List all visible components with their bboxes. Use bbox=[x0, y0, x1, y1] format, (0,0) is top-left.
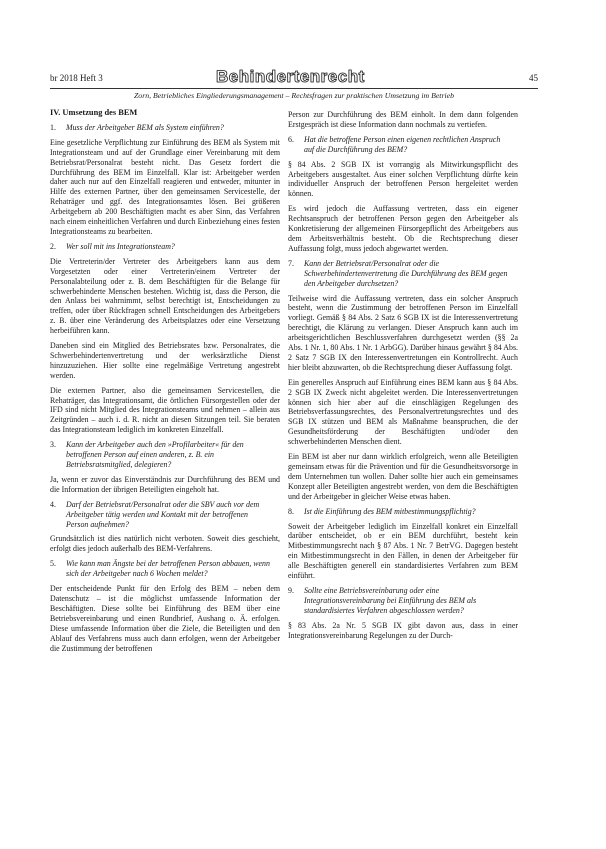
right-column bbox=[288, 110, 518, 646]
question-heading bbox=[50, 242, 280, 252]
paragraph: § 84 Abs. 2 SGB IX ist vorrangig als Mitwirkungspflicht des Arbeitgebers ausgestaltet. Aus einer solchen Verpflichtung dürfte kein individueller Anspruch der betroffenen Person hergeleitet werden können. bbox=[288, 159, 518, 199]
question-text: Ist die Einführung des BEM mitbestimmungspflichtig? bbox=[304, 506, 476, 516]
article-running-title: Zorn, Betriebliches Eingliederungsmanagement – Rechtsfragen zur praktischen Umsetzung im Betrieb bbox=[133, 91, 455, 100]
question-text: Muss der Arbeitgeber BEM als System einführen? bbox=[66, 122, 224, 132]
question-number: 2. bbox=[50, 241, 56, 251]
paragraph: Es wird jedoch die Auffassung vertreten, dass ein eigener Rechtsanspruch der betroffenen Person gegen den Arbeitgeber als Konkretisierung der allgemeinen Fürsorgepflicht des Arbeitgebers aus dem Arbeitsverhältnis besteht. Ob die Rechtsprechung dieser Auffassung folgt, muss jedoch abgewartet werden. bbox=[288, 204, 518, 253]
section-heading: IV. Umsetzung des BEM bbox=[50, 108, 138, 117]
paragraph: Die Vertreterin/der Vertreter des Arbeitgebers kann aus dem Vorgesetzten oder einer Vertreterin/einem Vertreter der Personalabteilung oder z. B. dem Beschäftigten für die Belange für schwerbehinderte Menschen bestehen. Wichtig ist, dass die Person, die den Anlass bei wahrnimmt, selbst berechtigt ist, Entscheidungen zu treffen, oder über Rückfragen schnell Entscheidungen des Arbeitgebers z. B. über eine Veränderung des Arbeitsplatzes oder eine Versetzung herbeiführen kann. bbox=[50, 256, 280, 336]
paragraph: Ein BEM ist aber nur dann wirklich erfolgreich, wenn alle Beteiligten gemeinsam etwas für die Prävention und für die Gesundheitsvorsorge in dem Unternehmen tun wollen. Daher sollte hier auch ein gemeinsames Konzept aller Beteiligten angestrebt werden, von dem die Beschäftigten und der Arbeitgeber in gleicher Weise etwas haben. bbox=[288, 452, 518, 501]
question-number: 9. bbox=[288, 585, 294, 595]
question-heading bbox=[288, 259, 518, 289]
question-number: 3. bbox=[50, 440, 56, 450]
question-text: Hat die betroffene Person einen eigenen rechtlichen Anspruch auf die Durchführung des BEM? bbox=[304, 134, 501, 154]
question-number: 7. bbox=[288, 258, 294, 268]
paragraph: Ein generelles Anspruch auf Einführung eines BEM kann aus § 84 Abs. 2 SGB IX Zweck nicht abgeleitet werden. Die Interessenvertretungen können sich hier aber auf die einschlägigen Regelungen des Betriebsverfassungsrechtes, des Personalvertretungsrechtes und des SGB IX stützen und BEM als Maßnahme beanspruchen, die der Gesundheitsförderung der Beschäftigten und/oder den schwerbehinderten Menschen dient. bbox=[288, 377, 518, 447]
question-heading bbox=[288, 586, 518, 616]
question-text: Sollte eine Betriebsvereinbarung oder eine Integrationsvereinbarung bei Einführung des BEM als standardisiertes Verfahren abgeschlossen werden? bbox=[304, 585, 477, 615]
question-heading bbox=[288, 135, 518, 155]
left-column bbox=[50, 108, 280, 658]
issue-label: br 2018 Heft 3 bbox=[50, 73, 103, 83]
paragraph: Daneben sind ein Mitglied des Betriebsrates bzw. Personalrates, die Schwerbehindertenvertretung und der werksärztliche Dienst hinzuzuziehen. Hier sollte eine regelmäßige Vertretung angestrebt werden. bbox=[50, 341, 280, 380]
paragraph: Der entscheidende Punkt für den Erfolg des BEM – neben dem Datenschutz – ist die möglichst umfassende Information der Beschäftigten. Diese sollte bei Einführung des BEM über eine Betriebsvereinbarung und einen Rundbrief, Aushang o. Ä. erfolgen. Diese umfassende Information über die Ziele, die Beteiligten und den Ablauf des Verfahrens muss auch dann erfolgen, wenn der Arbeitgeber die Zustimmung der betroffenen bbox=[50, 584, 280, 653]
question-number: 8. bbox=[288, 506, 294, 516]
question-text: Kann der Betriebsrat/Personalrat oder die Schwerbehindertenvertretung die Durchführung des BEM gegen den Arbeitgeber durchsetzen? bbox=[304, 258, 508, 288]
page-number: 45 bbox=[529, 73, 538, 83]
question-number: 6. bbox=[288, 134, 294, 144]
journal-title: Behindertenrecht bbox=[216, 67, 365, 86]
question-text: Kann der Arbeitgeber auch den »Profilarbeiter« für den betroffenen Person auf einen anderen, z. B. ein Betriebsratsmitglied, delegieren? bbox=[66, 440, 244, 469]
question-heading bbox=[50, 559, 280, 579]
paragraph: § 83 Abs. 2a Nr. 5 SGB IX gibt davon aus, dass in einer Integrationsvereinbarung Regelungen zu der Durch- bbox=[288, 620, 518, 640]
question-number: 4. bbox=[50, 499, 56, 509]
question-heading bbox=[288, 507, 518, 517]
paragraph: Grundsätzlich ist dies natürlich nicht verboten. Soweit dies geschieht, erfolgt dies jedoch außerhalb des BEM-Verfahrens. bbox=[50, 534, 280, 554]
question-text: Darf der Betriebsrat/Personalrat oder die SBV auch vor dem Arbeitgeber tätig werden und Kontakt mit der betroffenen Person aufnehmen? bbox=[66, 499, 260, 529]
paragraph: Person zur Durchführung des BEM einholt. In dem dann folgenden Erstgespräch ist diese Information dann nochmals zu vertiefen. bbox=[288, 110, 518, 129]
question-text: Wie kann man Ängste bei der betroffenen Person abbauen, wenn sich der Arbeitgeber nach 6 Wochen meldet? bbox=[66, 559, 270, 579]
paragraph: Teilweise wird die Auffassung vertreten, dass ein solcher Anspruch besteht, wenn die Zustimmung der betroffenen Person im Einzelfall vorliegt. Gemäß § 84 Abs. 2 Satz 6 SGB IX ist die Interessenvertretung berechtigt, die Klärung zu verlangen. Dieser Anspruch kann auch im arbeitsgerichtlichen Beschlussverfahren durchgesetzt werden (§§ 2a Abs. 1 Nr. 1, 80 Abs. 1 Nr. 1 ArbGG). Darüber hinaus gewährt § 84 Abs. 2 Satz 7 SGB IX den Interessenvertretungen ein Kontrollrecht. Auch hier bleibt abzuwarten, ob die Rechtsprechung dieser Auffassung folgt. bbox=[288, 293, 518, 372]
question-number: 1. bbox=[50, 122, 56, 132]
paragraph: Ja, wenn er zuvor das Einverständnis zur Durchführung des BEM und die Information der übrigen Beteiligten eingeholt hat. bbox=[50, 474, 280, 494]
paragraph: Die externen Partner, also die gemeinsamen Servicestellen, die Rehaträger, das Integrationsamt, die örtlichen Fürsorgestellen oder der IFD sind nicht Mitglied des Integrationsteams und nehmen – allein aus Zeitgründen – auch i. d. R. nicht an diesen Sitzungen teil. Sie beraten das Integrationsteam lediglich im konkreten Einzelfall. bbox=[50, 385, 280, 435]
running-header bbox=[50, 68, 538, 89]
question-text: Wer soll mit ins Integrationsteam? bbox=[66, 241, 175, 251]
question-heading bbox=[50, 500, 280, 530]
question-number: 5. bbox=[50, 559, 56, 569]
paragraph: Eine gesetzliche Verpflichtung zur Einführung des BEM als System mit Integrationsteam und auf der Grundlage einer Vereinbarung mit dem Betriebsrat/Personalrat besteht nicht. Das Gesetz fordert die Durchführung des BEM im Einzelfall. Klar ist: Arbeitgeber werden daher auch nur auf den Einzelfall reagieren und entweder, mitunter in Hilfe des externen Partner, über den gemeinsamen Servicestelle, der Rehaträger und ggf. des Integrationsamtes lösen. Bei größeren Arbeitgebern ab 200 Beschäftigten macht es aber Sinn, das Verfahren nach einem einheitlichen Verfahren und durch Einbeziehung eines festen Integrationsteams zu bearbeiten. bbox=[50, 137, 280, 236]
question-heading bbox=[50, 440, 280, 470]
question-heading bbox=[50, 123, 280, 133]
paragraph: Soweit der Arbeitgeber lediglich im Einzelfall konkret ein Einzelfall darüber entscheidet, ob er ein BEM durchführt, besteht kein Mitbestimmungsrecht nach § 87 Abs. 1 Nr. 7 BetrVG. Dagegen besteht ein Mitbestimmungsrecht in den Fällen, in denen der Arbeitgeber für alle Beschäftigten generell ein standardisiertes Verfahren zum BEM einführt. bbox=[288, 521, 518, 581]
